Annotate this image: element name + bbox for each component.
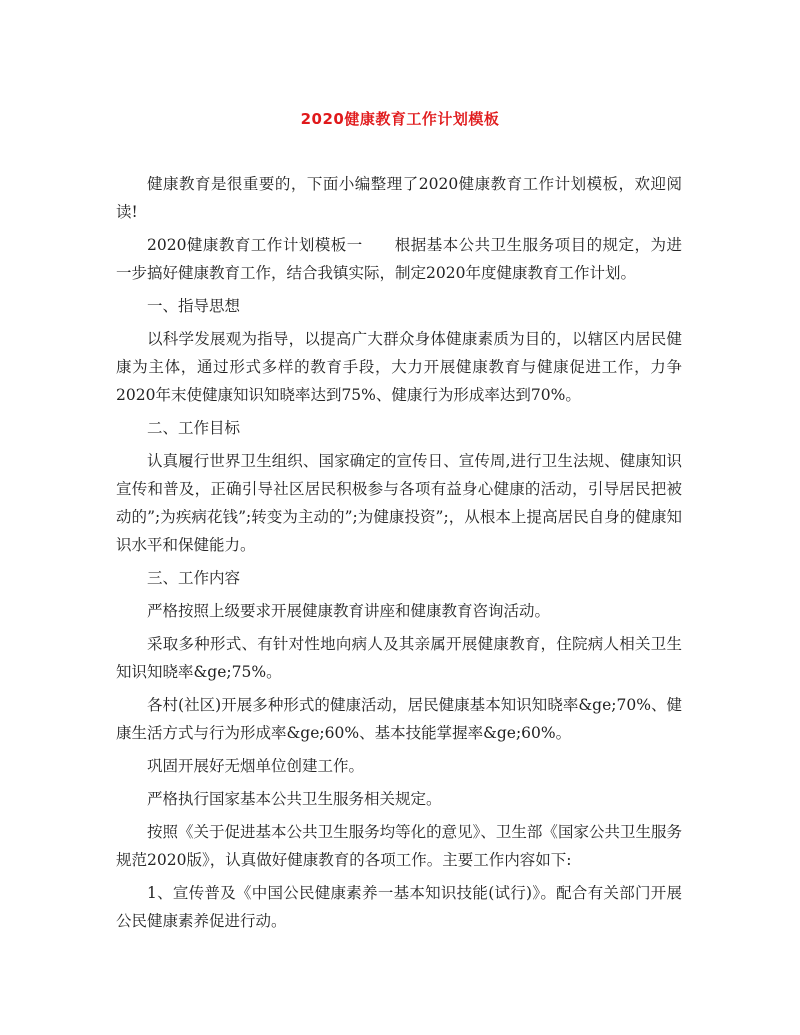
paragraph-standards: 按照《关于促进基本公共卫生服务均等化的意见》、卫生部《国家公共卫生服务规范2020版》，认真做好健康教育的各项工作。主要工作内容如下: [116, 823, 682, 869]
section-heading-guiding-ideology: 一、指导思想 [147, 297, 241, 315]
paragraph-work-goals: 认真履行世界卫生组织、国家确定的宣传日、宣传周,进行卫生法规、健康知识宣传和普及，正确引导社区居民积极参与各项有益身心健康的活动，引导居民把被动的”;为疾病花钱”;转变为主动的”;为健康投资”;，从根本上提高居民自身的健康知识水平和保健能力。 [116, 452, 682, 554]
section-heading-work-content: 三、工作内容 [147, 569, 241, 587]
paragraph-intro: 健康教育是很重要的，下面小编整理了2020健康教育工作计划模板，欢迎阅读! [116, 175, 682, 221]
paragraph-health-literacy: 1、宣传普及《中国公民健康素养一基本知识技能(试行)》。配合有关部门开展公民健康素养促进行动。 [116, 884, 682, 930]
paragraph-patient-education: 采取多种形式、有针对性地向病人及其亲属开展健康教育，住院病人相关卫生知识知晓率&ge;75%。 [116, 635, 682, 681]
paragraph-community-activities: 各村(社区)开展多种形式的健康活动，居民健康基本知识知晓率&ge;70%、健康生活方式与行为形成率&ge;60%、基本技能掌握率&ge;60%。 [116, 696, 682, 742]
paragraph-regulations: 严格执行国家基本公共卫生服务相关规定。 [147, 790, 442, 808]
section-heading-work-goals: 二、工作目标 [147, 419, 241, 437]
paragraph-lectures: 严格按照上级要求开展健康教育讲座和健康教育咨询活动。 [147, 602, 551, 620]
document-title: 2020健康教育工作计划模板 [300, 110, 500, 128]
paragraph-plan-intro: 2020健康教育工作计划模板一 根据基本公共卫生服务项目的规定，为进一步搞好健康教育工作，结合我镇实际，制定2020年度健康教育工作计划。 [116, 236, 682, 282]
paragraph-smoke-free: 巩固开展好无烟单位创建工作。 [147, 757, 365, 775]
paragraph-guiding-ideology: 以科学发展观为指导，以提高广大群众身体健康素质为目的，以辖区内居民健康为主体，通过形式多样的教育手段，大力开展健康教育与健康促进工作，力争2020年末使健康知识知晓率达到75%、健康行为形成率达到70%。 [116, 330, 682, 404]
document-body [116, 170, 682, 940]
